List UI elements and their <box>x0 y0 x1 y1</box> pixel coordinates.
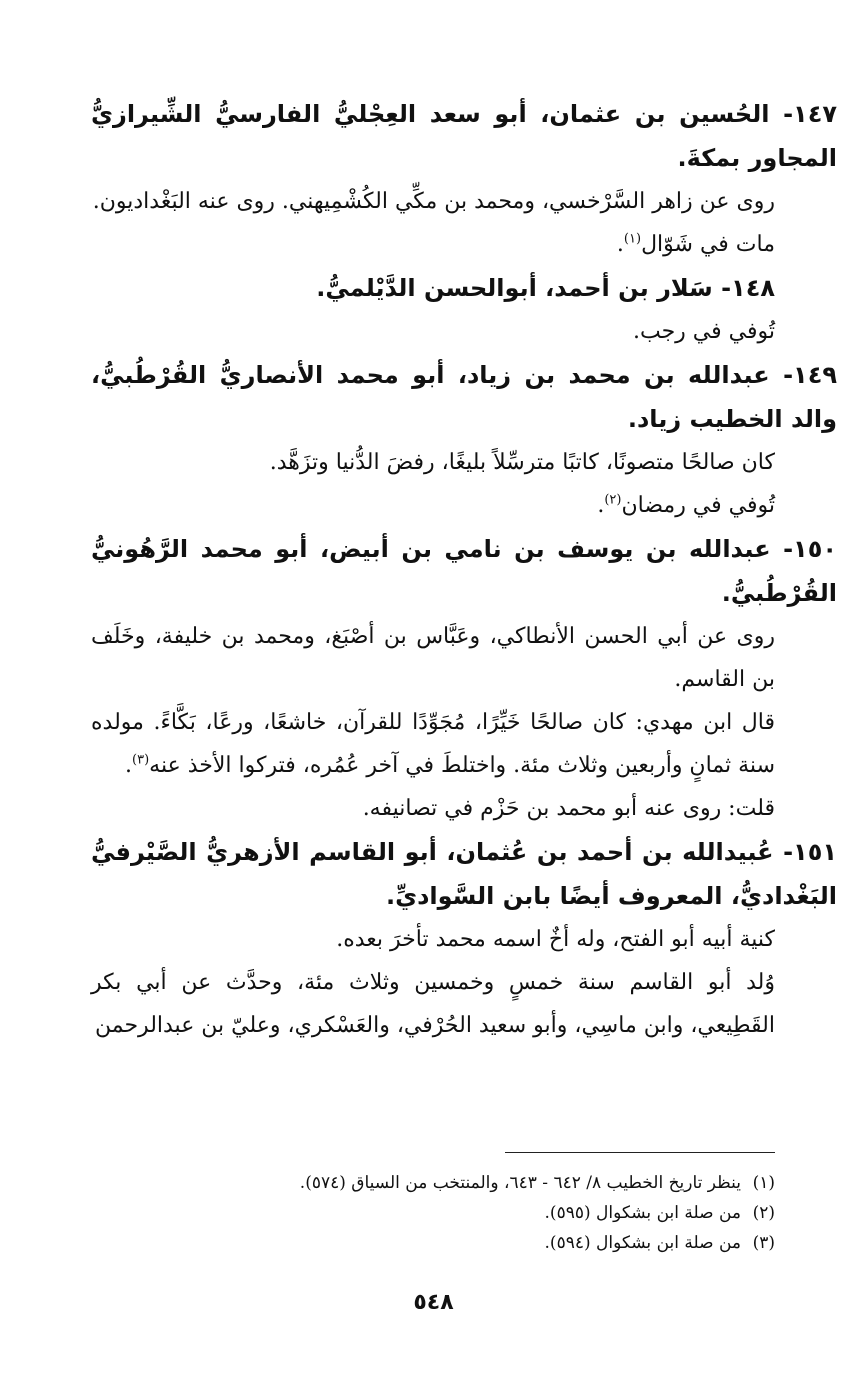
entry-heading-151: ١٥١- عُبيدالله بن أحمد بن عُثمان، أبو القاسم الأزهريُّ الصَّيْرفيُّ البَغْداديُّ، المعروف أيضًا بابن السَّواديِّ. <box>91 838 837 910</box>
footnote-1 <box>91 1168 775 1198</box>
entry-148-paragraph: تُوفي في رجب. <box>632 319 775 344</box>
footnote-2-number: (٢) <box>752 1203 775 1223</box>
footnote-ref-2[interactable]: (٢) <box>604 492 622 508</box>
entry-150-quote-text: قال ابن مهدي: كان صالحًا خَيِّرًا، مُجَوِّدًا للقرآن، خاشعًا، ورعًا، بَكَّاءً. مولده سنة ثمانٍ وأربعين وثلاث مئة. واختلطَ في آخر عُمُره، فتركوا الأخذ عنه <box>91 710 775 778</box>
entry-150-quote-end: . <box>125 753 133 778</box>
entry-147-paragraph: روى عن زاهر السَّرْخسي، ومحمد بن مكِّي الكُشْمِيهني. روى عنه البَغْداديون. <box>92 189 775 214</box>
entry-150-paragraph: روى عن أبي الحسن الأنطاكي، وعَبَّاس بن أصْبَغ، ومحمد بن خليفة، وخَلَف بن القاسم. <box>91 624 775 692</box>
entry-151-paragraph-2: وُلد أبو القاسم سنة خمسٍ وخمسين وثلاث مئة، وحدَّث عن أبي بكر القَطِيعي، وابن ماسِي، وأبو سعيد الحُرْفي، والعَسْكري، وعليّ بن عبدالرحمن <box>91 970 775 1038</box>
entry-heading-147: ١٤٧- الحُسين بن عثمان، أبو سعد العِجْليُّ الفارسيُّ الشِّيرازيُّ المجاور بمكةَ. <box>91 100 837 172</box>
entry-149-death-text: تُوفي في رمضان <box>621 493 775 518</box>
footnote-divider <box>505 1152 775 1153</box>
entry-147-death-text: مات في شَوّال <box>641 232 775 257</box>
footnote-ref-1[interactable]: (١) <box>623 231 642 247</box>
footnote-3-text: من صلة ابن بشكوال (٥٩٤). <box>544 1233 741 1253</box>
footnote-3 <box>91 1228 775 1258</box>
entry-151-paragraph-1: كنية أبيه أبو الفتح، وله أخٌ اسمه محمد تأخرَ بعده. <box>336 927 775 952</box>
footnote-2-text: من صلة ابن بشكوال (٥٩٥). <box>544 1203 741 1223</box>
footnote-1-text: ينظر تاريخ الخطيب ٨/ ٦٤٢ - ٦٤٣، والمنتخب من السياق (٥٧٤). <box>299 1173 741 1193</box>
footnote-1-number: (١) <box>752 1173 775 1193</box>
entry-147-death-end: . <box>616 232 624 257</box>
main-text <box>91 92 837 1047</box>
entry-150-quote <box>91 701 775 787</box>
entry-heading-150: ١٥٠- عبدالله بن يوسف بن نامي بن أبيض، أبو محمد الرَّهُونيُّ القُرْطُبيُّ. <box>91 535 837 607</box>
entry-heading-148: ١٤٨- سَلار بن أحمد، أبوالحسن الدَّيْلميُّ. <box>316 274 775 302</box>
entry-heading-149: ١٤٩- عبدالله بن محمد بن زياد، أبو محمد الأنصاريُّ القُرْطُبيُّ، والد الخطيب زياد. <box>91 361 837 433</box>
footnote-2 <box>91 1198 775 1228</box>
footnote-3-number: (٣) <box>752 1233 775 1253</box>
footnote-ref-3[interactable]: (٣) <box>132 752 150 768</box>
entry-150-note: قلت: روى عنه أبو محمد بن حَزْم في تصانيفه. <box>362 796 775 821</box>
entry-149-death <box>91 484 775 527</box>
entry-149-death-end: . <box>597 493 605 518</box>
entry-149-paragraph: كان صالحًا متصونًا، كاتبًا مترسِّلاً بليغًا، رفضَ الدُّنيا وتزَهَّد. <box>269 450 775 475</box>
footnotes <box>91 1168 775 1258</box>
page-number: ٥٤٨ <box>413 1290 454 1315</box>
entry-147-death <box>91 223 775 266</box>
